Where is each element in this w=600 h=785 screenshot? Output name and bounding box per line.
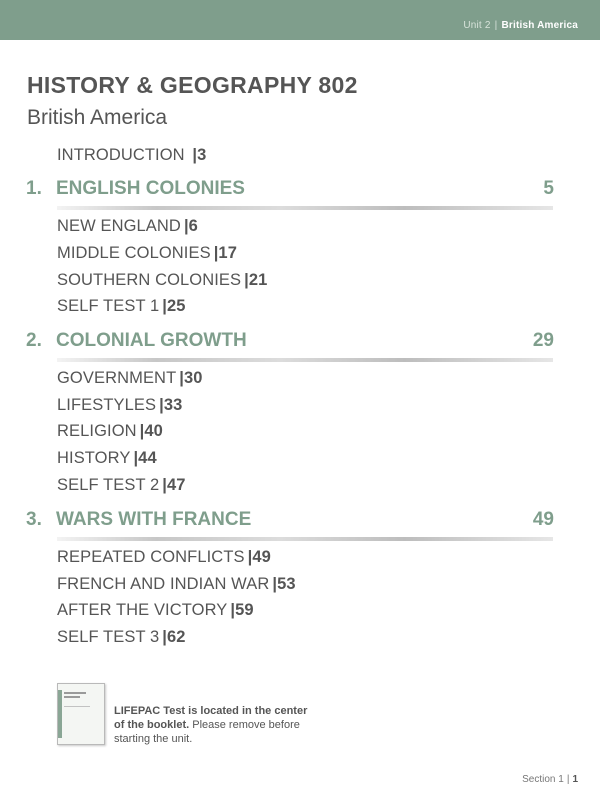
section-number: 2. [26,330,42,351]
entry-label: AFTER THE VICTORY [57,601,228,619]
toc-entry[interactable] [57,396,182,415]
section-heading-1[interactable] [26,178,554,200]
entry-page: |59 [230,601,254,619]
entry-label: GOVERNMENT [57,369,177,387]
entry-label: SELF TEST 3 [57,628,160,646]
entry-page: |33 [159,396,183,414]
unit-number: Unit 2 [463,20,491,31]
entry-page: |25 [162,297,186,315]
entry-page: |30 [179,369,203,387]
section-heading-3[interactable] [26,509,554,531]
page-subtitle: British America [27,106,168,129]
entry-label: SELF TEST 1 [57,297,160,315]
section-page: 29 [532,330,554,351]
entry-label: FRENCH AND INDIAN WAR [57,575,270,593]
note-bold: LIFEPAC Test is located in the center of the booklet. [114,705,308,731]
entry-page: |44 [133,449,157,467]
entry-page: |40 [139,422,163,440]
entry-label: NEW ENGLAND [57,217,181,235]
test-booklet-thumbnail [57,683,105,745]
page-footer [522,774,578,785]
entry-label: SELF TEST 2 [57,476,160,494]
section-divider [57,537,553,541]
toc-entry[interactable] [57,548,271,567]
toc-entry[interactable] [57,217,198,236]
entry-label: REPEATED CONFLICTS [57,548,245,566]
section-page: 5 [543,178,554,199]
toc-entry[interactable] [57,601,254,620]
entry-label: MIDDLE COLONIES [57,244,211,262]
entry-label: RELIGION [57,422,137,440]
entry-page: |6 [183,217,198,235]
section-divider [57,358,553,362]
entry-label: LIFESTYLES [57,396,157,414]
section-title: COLONIAL GROWTH [56,330,247,351]
footer-page-number: 1 [572,774,578,785]
note-rest: Please remove before starting the unit. [114,719,300,745]
section-title: WARS WITH FRANCE [56,509,252,530]
toc-entry[interactable] [57,422,163,441]
section-page: 49 [532,509,554,530]
entry-page: |21 [244,271,268,289]
toc-entry[interactable] [57,271,267,290]
header-unit-label [463,20,578,31]
section-title: ENGLISH COLONIES [56,178,245,199]
page-title: HISTORY & GEOGRAPHY 802 [27,72,358,98]
entry-label: SOUTHERN COLONIES [57,271,242,289]
thumbnail-line [64,692,86,694]
header-bar [0,0,600,40]
thumbnail-band [58,690,62,738]
toc-entry[interactable] [57,244,237,263]
toc-entry[interactable] [57,628,186,647]
unit-title: British America [501,20,578,31]
section-number: 1. [26,178,42,199]
toc-entry[interactable] [57,369,203,388]
entry-page: |17 [213,244,237,262]
section-heading-2[interactable] [26,330,554,352]
entry-page: |49 [247,548,271,566]
entry-page: |62 [162,628,186,646]
section-number: 3. [26,509,42,530]
entry-label: INTRODUCTION [57,146,185,164]
entry-label: HISTORY [57,449,131,467]
footer-separator: | [566,774,570,785]
header-separator: | [494,20,498,31]
toc-entry[interactable] [57,297,186,316]
entry-page: |53 [272,575,296,593]
thumbnail-line [64,706,90,707]
lifepac-test-note [114,704,314,746]
toc-entry[interactable] [57,575,296,594]
toc-entry[interactable] [57,449,157,468]
footer-section: Section 1 [522,774,564,785]
entry-page: |3 [192,146,207,164]
section-divider [57,206,553,210]
thumbnail-line [64,696,80,698]
toc-entry-introduction[interactable] [57,146,206,165]
toc-entry[interactable] [57,476,186,495]
entry-page: |47 [162,476,186,494]
